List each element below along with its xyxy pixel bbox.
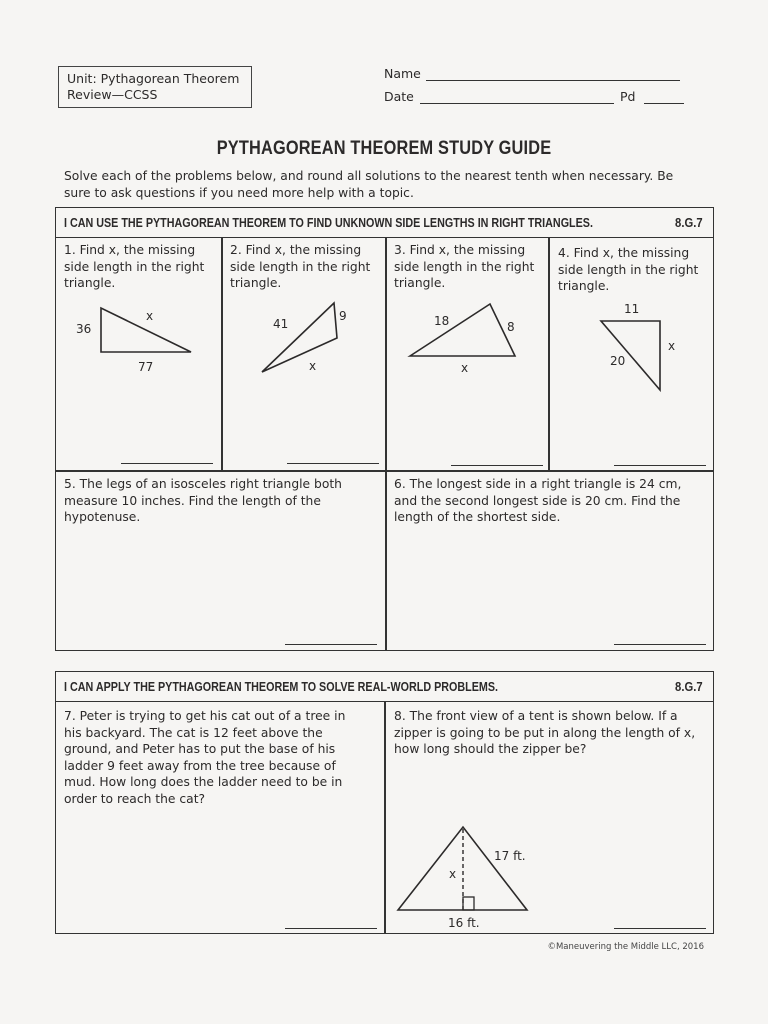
q3-text: 3. Find x, the missing side length in the right triangle. — [394, 243, 535, 290]
pd-label: Pd — [620, 89, 636, 104]
copyright: ©Maneuvering the Middle LLC, 2016 — [547, 942, 704, 952]
grid-divider — [221, 237, 223, 471]
section1-header — [55, 207, 714, 238]
q4-label-20: 20 — [610, 354, 626, 368]
grid-divider — [384, 701, 386, 934]
q2-label-x: x — [309, 359, 317, 373]
q4-text: 4. Find x, the missing side length in the right triangle. — [558, 246, 699, 293]
q1-label-36: 36 — [76, 322, 92, 336]
section2-header — [55, 671, 714, 702]
grid-divider — [55, 470, 714, 472]
q5-text: 5. The legs of an isosceles right triangle both measure 10 inches. Find the length of the hypotenuse. — [64, 477, 342, 524]
q2-label-9: 9 — [339, 309, 347, 323]
q2-answer-line[interactable] — [287, 463, 379, 464]
section1-standard: 8.G.7 — [675, 216, 703, 230]
date-field[interactable] — [420, 103, 614, 104]
q3-label-18: 18 — [434, 314, 450, 328]
grid-divider — [548, 237, 550, 471]
tent-diagram — [0, 0, 1, 1]
date-label: Date — [384, 89, 414, 104]
q3-answer-line[interactable] — [451, 465, 543, 466]
unit-line-2: Review—CCSS — [67, 87, 158, 102]
instructions-line-2: sure to ask questions if you need more help with a topic. — [64, 186, 414, 200]
q2-text: 2. Find x, the missing side length in the right triangle. — [230, 243, 371, 290]
q1-label-77: 77 — [138, 360, 154, 374]
name-label: Name — [384, 66, 421, 81]
q8-answer-line[interactable] — [614, 928, 706, 929]
section2-heading: I CAN APPLY THE PYTHAGOREAN THEOREM TO SOLVE REAL-WORLD PROBLEMS. — [64, 680, 499, 694]
instructions-line-1: Solve each of the problems below, and round all solutions to the nearest tenth when necessary. Be — [64, 169, 674, 183]
q2-label-41: 41 — [273, 317, 289, 331]
q4-label-x: x — [668, 339, 676, 353]
section1-heading: I CAN USE THE PYTHAGOREAN THEOREM TO FIND UNKNOWN SIDE LENGTHS IN RIGHT TRIANGLES. — [64, 216, 593, 230]
instructions — [64, 168, 704, 202]
q8-label-x: x — [449, 867, 457, 881]
q7-answer-line[interactable] — [285, 928, 377, 929]
q4-label-11: 11 — [624, 302, 640, 316]
q6-answer-line[interactable] — [614, 644, 706, 645]
q4-answer-line[interactable] — [614, 465, 706, 466]
q3-label-8: 8 — [507, 320, 515, 334]
q8-label-16ft: 16 ft. — [448, 916, 480, 930]
q6-text: 6. The longest side in a right triangle is 24 cm, and the second longest side is 20 cm. Find the length of the shortest side. — [394, 477, 682, 524]
q3-label-x: x — [461, 361, 469, 375]
q1-label-x: x — [146, 309, 154, 323]
unit-line-1: Unit: Pythagorean Theorem — [67, 71, 240, 86]
q5-answer-line[interactable] — [285, 644, 377, 645]
section2-standard: 8.G.7 — [675, 680, 703, 694]
q8-label-17ft: 17 ft. — [494, 849, 526, 863]
unit-box — [58, 66, 252, 108]
name-field[interactable] — [426, 80, 680, 81]
q7-text: 7. Peter is trying to get his cat out of a tree in his backyard. The cat is 12 feet above the ground, and Peter has to put the base of his ladder 9 feet away from the tree because of mud. How long does the ladder need to be in order to reach the cat? — [64, 709, 346, 806]
page-title: PYTHAGOREAN THEOREM STUDY GUIDE — [216, 138, 552, 159]
pd-field[interactable] — [644, 103, 684, 104]
q1-answer-line[interactable] — [121, 463, 213, 464]
q1-text: 1. Find x, the missing side length in the right triangle. — [64, 243, 205, 290]
q8-text: 8. The front view of a tent is shown below. If a zipper is going to be put in along the length of x, how long should the zipper be? — [394, 709, 696, 756]
grid-divider — [385, 237, 387, 651]
